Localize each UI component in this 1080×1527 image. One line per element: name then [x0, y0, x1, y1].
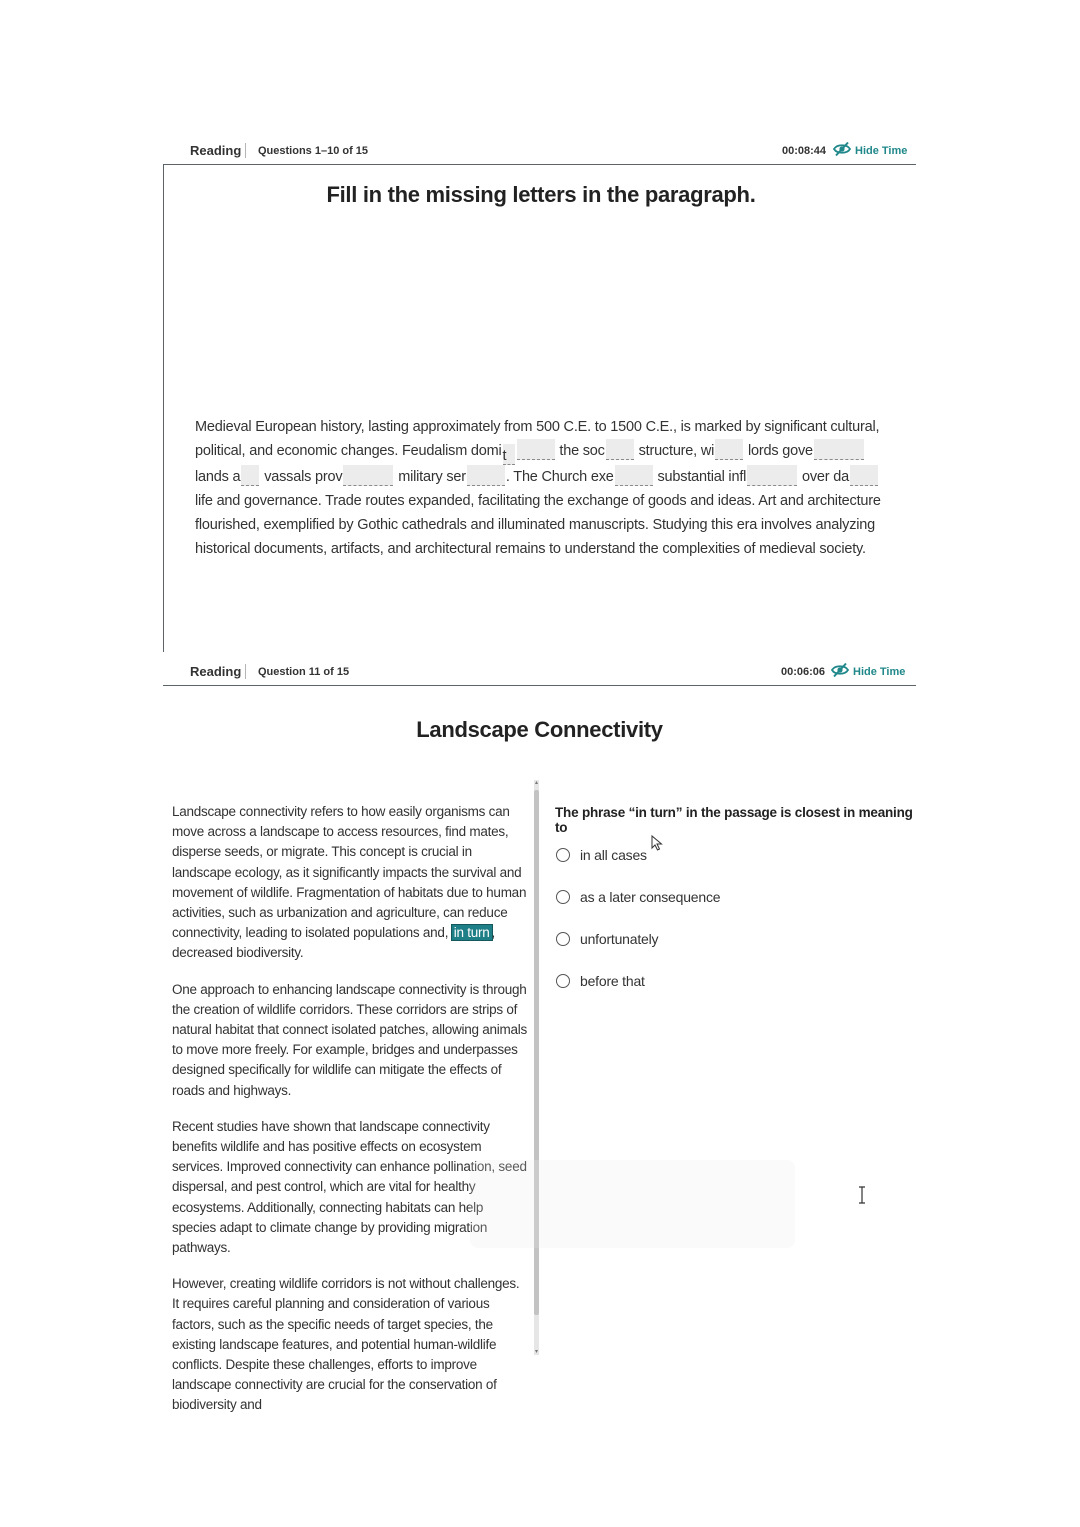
header-separator — [245, 143, 246, 158]
letter-blank[interactable] — [606, 439, 634, 460]
option-label: before that — [580, 973, 645, 989]
question-count: Question 11 of 15 — [258, 666, 350, 678]
reading-passage[interactable] — [172, 802, 528, 1413]
letter-blank[interactable] — [343, 465, 393, 486]
faded-media-overlay — [470, 1160, 795, 1248]
option-label: as a later consequence — [580, 889, 721, 905]
paragraph-text: vassals prov — [260, 469, 343, 485]
paragraph-text: substantial infl — [653, 469, 747, 485]
section-label: Reading — [190, 664, 242, 679]
passage-paragraph: Recent studies have shown that landscape connectivity benefits wildlife and has positive effects on ecosystem services. Improved connectivity can enhance pollination, seed dispersal, and pest control, which are vital for healthy ecosystems. Additionally, connecting habitats can help species adapt to climate change by providing migration pathways. — [172, 1118, 527, 1256]
timer: 00:08:44 — [782, 145, 827, 157]
letter-blank[interactable] — [715, 439, 743, 460]
hide-time-button[interactable]: Hide Time — [853, 666, 906, 678]
option-label: in all cases — [580, 847, 647, 863]
letter-blank[interactable] — [814, 439, 864, 460]
letter-blank[interactable] — [517, 439, 555, 460]
radio-icon[interactable] — [556, 848, 570, 862]
paragraph-text: lands a — [195, 469, 241, 485]
letter-blank[interactable] — [615, 465, 653, 486]
eye-slash-icon[interactable] — [831, 662, 849, 678]
page-title: Fill in the missing letters in the paragraph. — [326, 182, 756, 207]
paragraph-text: structure, wi — [634, 443, 715, 459]
paragraph-text: Medieval European history, lasting approximately from 500 C.E. to 1500 C.E., is marked by significant cultural, political, and economic changes. Feudalism domi — [195, 419, 880, 459]
highlighted-phrase: in turn — [453, 925, 490, 941]
scroll-down-arrow-icon[interactable]: ▾ — [534, 1349, 538, 1355]
answer-option-1[interactable] — [556, 844, 647, 866]
question-count: Questions 1–10 of 15 — [258, 145, 369, 157]
fill-in-paragraph — [195, 415, 895, 561]
question-prompt: The phrase “in turn” in the passage is closest in meaning to — [555, 805, 913, 835]
letter-blank[interactable] — [747, 465, 797, 486]
section-label: Reading — [190, 143, 242, 158]
paragraph-text: life and governance. Trade routes expanded, facilitating the exchange of goods and ideas. Art and architecture flourished, exemplified by Gothic cathedrals and illuminated manuscripts. Studying this era involves analyzing historical documents, artifacts, and architectural remains to understand the complexities of medieval society. — [195, 493, 881, 557]
passage-paragraph: However, creating wildlife corridors is not without challenges. It requires careful planning and consideration of various factors, such as the specific needs of target species, the existing landscape features, and potential human-wildlife conflicts. Despite these challenges, efforts to improve landscape connectivity are crucial for the conservation of biodiversity and — [172, 1276, 520, 1413]
paragraph-text: the soc — [555, 443, 605, 459]
paragraph-text: military ser — [394, 469, 466, 485]
paragraph-text: . The Church exe — [505, 469, 614, 485]
text-cursor-icon — [857, 1186, 867, 1204]
top-bar-screen1 — [163, 136, 916, 165]
radio-icon[interactable] — [556, 890, 570, 904]
answer-option-3[interactable] — [556, 928, 658, 950]
passage-scrollbar[interactable] — [534, 780, 539, 1355]
answer-option-2[interactable] — [556, 886, 720, 908]
passage-title: Landscape Connectivity — [416, 717, 663, 742]
letter-blank[interactable] — [241, 465, 259, 486]
timer: 00:06:06 — [781, 666, 826, 678]
passage-text: , decreased biodiversity. — [172, 925, 496, 961]
radio-icon[interactable] — [556, 974, 570, 988]
scroll-up-arrow-icon[interactable]: ▴ — [534, 780, 538, 786]
passage-paragraph: One approach to enhancing landscape connectivity is through the creation of wildlife corridors. These corridors are strips of natural habitat that connect isolated patches, allowing animals to move more freely. For example, bridges and underpasses designed specifically for wildlife can mitigate the effects of roads and highways. — [172, 981, 527, 1098]
mouse-pointer-icon — [651, 835, 663, 851]
radio-icon[interactable] — [556, 932, 570, 946]
paragraph-text: lords gove — [744, 443, 813, 459]
letter-blank[interactable] — [467, 465, 505, 486]
answer-option-4[interactable] — [556, 970, 645, 992]
screen1-content-frame — [163, 164, 917, 652]
top-bar-screen2 — [163, 657, 916, 686]
passage-paragraph — [172, 802, 528, 964]
passage-text: Landscape connectivity refers to how easily organisms can move across a landscape to access resources, find mates, disperse seeds, or migrate. This concept is crucial in landscape ecology, as it significantly impacts the survival and movement of wildlife. Fragmentation of habitats due to human activities, such as urbanization and agriculture, can reduce connectivity, leading to isolated populations and, — [172, 804, 527, 941]
eye-slash-icon[interactable] — [833, 141, 851, 157]
paragraph-text: over da — [798, 469, 849, 485]
letter-blank-filled[interactable] — [503, 444, 515, 465]
header-separator — [245, 664, 246, 679]
typed-letter: t — [502, 448, 507, 464]
letter-blank[interactable] — [850, 465, 878, 486]
hide-time-button[interactable]: Hide Time — [855, 145, 908, 157]
option-label: unfortunately — [580, 931, 659, 947]
